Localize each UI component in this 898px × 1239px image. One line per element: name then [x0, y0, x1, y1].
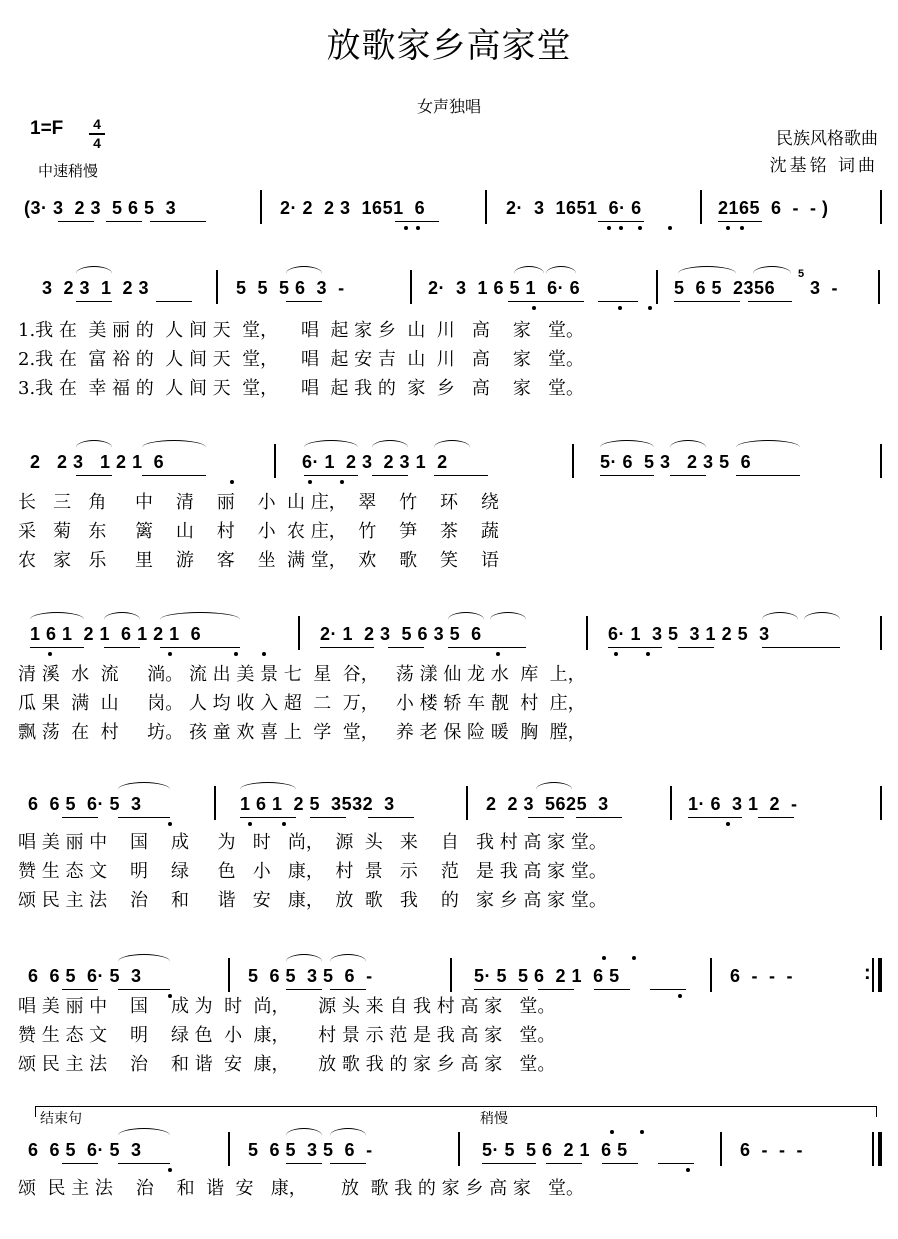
intro-measure-1: (3· 3 2 3 5 6 5 3	[24, 198, 177, 218]
repeat-dots: :	[864, 962, 872, 984]
ending-measure-4: 6 - - -	[740, 1140, 803, 1160]
song-title: 放歌家乡高家堂	[326, 26, 572, 66]
line4-measure-1: 6 6 5 6· 5 3	[28, 794, 142, 814]
line5-measure-1: 6 6 5 6· 5 3	[28, 966, 142, 986]
line2-verse-2: 采 菊 东 篱 山 村 小 农 庄， 竹 笋 茶 蔬	[18, 521, 499, 542]
tempo-marking: 中速稍慢	[38, 162, 99, 180]
ending-staff	[18, 1132, 886, 1178]
line5-measure-2: 5 6 5 3 5 6 -	[248, 966, 373, 986]
line4-measure-3: 2 2 3 5625 3	[486, 794, 609, 814]
staff-line-2	[18, 444, 886, 490]
staff-line-3	[18, 616, 886, 662]
line2-verse-1: 长 三 角 中 清 丽 小 山 庄， 翠 竹 环 绕	[18, 492, 499, 513]
line1-measure-1: 3 2 3 1 2 3	[42, 278, 150, 298]
time-signature: $\frac{4}{4}$	[89, 116, 105, 152]
line1-measure-4b: 3 -	[810, 278, 839, 298]
line5-verse-1: 唱 美 丽 中 国 成 为 时 尚， 源 头 来 自 我 村 高 家 堂。	[18, 996, 556, 1017]
ending-label: 结束句	[40, 1111, 82, 1127]
key-signature	[30, 116, 101, 151]
line2-measure-1: 2 2 3 1 2 1 6	[30, 452, 165, 472]
line3-measure-3: 6· 1 3 5 3 1 2 5 3	[608, 624, 770, 644]
line3-verse-3: 飘 荡 在 村 坊。 孩 童 欢 喜 上 学 堂， 养 老 保 险 暖 胸 膛，	[18, 722, 586, 743]
ending-bracket	[35, 1106, 877, 1117]
slower-marking: 稍慢	[480, 1111, 508, 1127]
line3-measure-1: 1 6 1 2 1 6 1 2 1 6	[30, 624, 202, 644]
line1-verse-1: 1.我 在 美 丽 的 人 间 天 堂， 唱 起 家 乡 山 川 高 家 堂。	[18, 320, 584, 341]
line4-measure-2: 1 6 1 2 5 3532 3	[240, 794, 395, 814]
ending-verse: 颂 民 主 法 治 和 谐 安 康， 放 歌 我 的 家 乡 高 家 堂。	[18, 1178, 584, 1199]
line4-verse-1: 唱 美 丽 中 国 成 为 时 尚， 源 头 来 自 我 村 高 家 堂。	[18, 832, 607, 853]
staff-line-1	[18, 270, 886, 316]
intro-measure-4: 2165 6 - - )	[718, 198, 829, 218]
line2-measure-2: 6· 1 2 3 2 3 1 2	[302, 452, 448, 472]
grace-note: 5	[798, 268, 805, 280]
line1-measure-2: 5 5 5 6 3 -	[236, 278, 345, 298]
ending-measure-2: 5 6 5 3 5 6 -	[248, 1140, 373, 1160]
staff-line-4	[18, 786, 886, 832]
intro-measure-2: 2· 2 2 3 1651 6	[280, 198, 426, 218]
line1-measure-4: 5 6 5 2356	[674, 278, 787, 298]
line4-verse-2: 赞 生 态 文 明 绿 色 小 康， 村 景 示 范 是 我 高 家 堂。	[18, 861, 607, 882]
ending-measure-1: 6 6 5 6· 5 3	[28, 1140, 142, 1160]
line3-verse-2: 瓜 果 满 山 岗。 人 均 收 入 超 二 万， 小 楼 轿 车 靓 村 庄，	[18, 693, 586, 714]
line1-verse-2: 2.我 在 富 裕 的 人 间 天 堂， 唱 起 安 吉 山 川 高 家 堂。	[18, 349, 584, 370]
intro-measure-3: 2· 3 1651 6· 6	[506, 198, 642, 218]
line5-measure-4: 6 - - -	[730, 966, 793, 986]
ending-measure-3: 5· 5 5 6 2 1 6 5	[482, 1140, 628, 1160]
line4-verse-3: 颂 民 主 法 治 和 谐 安 康， 放 歌 我 的 家 乡 高 家 堂。	[18, 890, 607, 911]
line3-verse-1: 清 溪 水 流 淌。 流 出 美 景 七 星 谷， 荡 漾 仙 龙 水 库 上，	[18, 664, 586, 685]
line2-measure-3: 5· 6 5 3 2 3 5 6	[600, 452, 752, 472]
line5-verse-3: 颂 民 主 法 治 和 谐 安 康， 放 歌 我 的 家 乡 高 家 堂。	[18, 1054, 556, 1075]
genre-label: 民族风格歌曲	[776, 129, 878, 149]
line2-verse-3: 农 家 乐 里 游 客 坐 满 堂， 欢 歌 笑 语	[18, 550, 499, 571]
line5-verse-2: 赞 生 态 文 明 绿 色 小 康， 村 景 示 范 是 我 高 家 堂。	[18, 1025, 556, 1046]
line3-measure-2: 2· 1 2 3 5 6 3 5 6	[320, 624, 482, 644]
line1-measure-3: 2· 3 1 6 5 1 6· 6	[428, 278, 581, 298]
line4-measure-4: 1· 6 3 1 2 -	[688, 794, 798, 814]
performance-type: 女声独唱	[416, 97, 481, 116]
key-label: 1=F	[30, 118, 64, 139]
intro-staff	[18, 190, 886, 236]
line5-measure-3: 5· 5 5 6 2 1 6 5	[474, 966, 620, 986]
author-credit: 沈基铭 词曲	[769, 156, 878, 176]
line1-verse-3: 3.我 在 幸 福 的 人 间 天 堂， 唱 起 我 的 家 乡 高 家 堂。	[18, 378, 584, 399]
